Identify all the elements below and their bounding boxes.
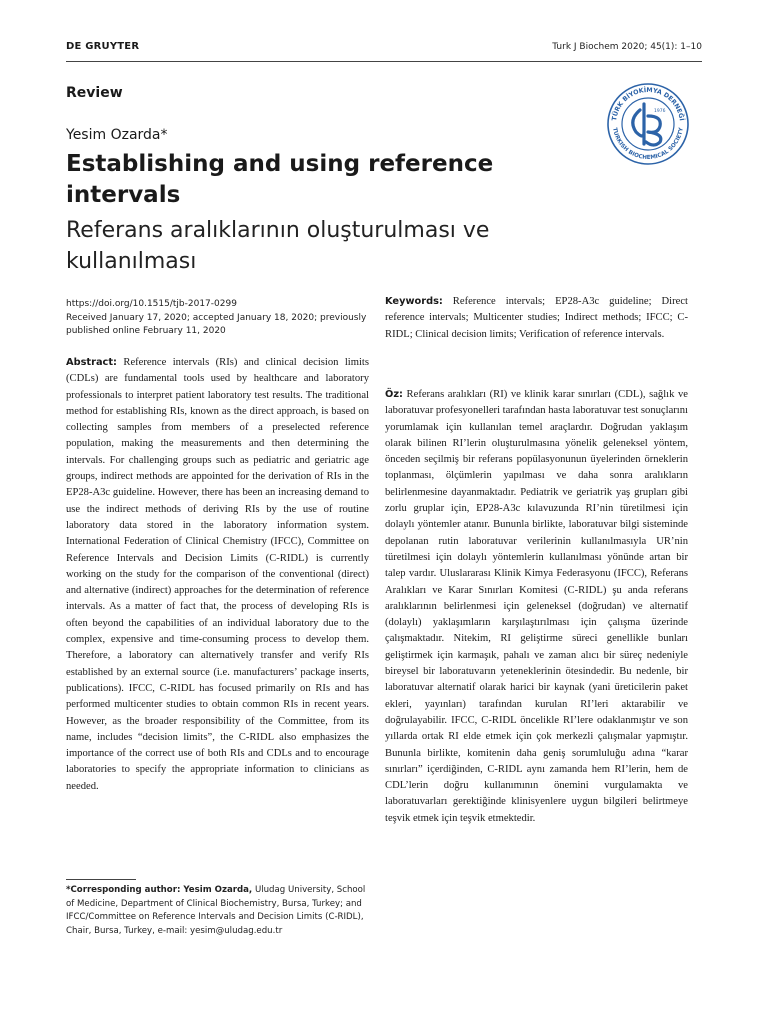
oz-text: Referans aralıkları (RI) ve klinik karar sınırları (CDL), sağlık ve laboratuvar profesyonelleri tarafından hasta laboratuvar test sonuçlarını yorumlamak için kullanılan temel araçlardır. Doğrudan yaklaşım olarak bilinen RI’lerin oluşturulmasına yönelik geleneksel yöntem, önceden seçilmiş bir referans popülasyonunun üyelerinden örneklerin toplanması, ölçümlerin yapılması ve daha sonra aralıkların belirlenmesine dayanmaktadır. Pediatrik ve geriatrik yaş grupları gibi zorlu gruplar için, EP28-A3c kılavuzunda RI’nin türetilmesi için dolaylı yöntemler atanır. Bununla birlikte, laboratuvar bilgi sisteminde depolanan rutin laboratuvar verilerinin kullanılmasıyla UR’nin türetilmesi için dolaylı yöntemlerin kullanılması yönünde artan bir talep vardır. Uluslararası Klinik Kimya Federasyonu (IFCC), Referans Aralıkları ve Karar Sınırları Komitesi (C-RIDL) şu anda referans aralıklarının belirlenmesi için geleneksel (doğrudan) ve alternatif (dolaylı) yaklaşımların karşılaştırılması için çalışma üzerinde çalışmaktadır. Nitekim, RI geliştirme süreci genellikle bunları geliştirmek için karmaşık, pahalı ve zaman alıcı bir süreç nedeniyle bireysel bir laboratuvarın yeteneklerinin ötesindedir. Bu nedenle, bir laboratuvar alternatif olarak harici bir kaynak (yani üreticilerin paket ekleri, yayınları) tarafından kurulan RI’leri aktarabilir ve doğrulayabilir. IFCC, C-RIDL öncelikle RI’lere odaklanmıştır ve son yıllarda ortak RI elde etmek için çok merkezli çalışmalar yapmıştır. Bununla birlikte, komitenin daha geniş sorumluluğu adına “karar sınırları” içerdiğinden, C-RIDL aynı zamanda hem RI’lerin, hem de CDL’lerin doğru kullanımının önemini vurgulamakta ve laboratuvarları gerektiğinde klinisyenlere uygun bilgileri belirtmeye teşvik etmek için teşvik etmektedir.: [385, 389, 688, 824]
logo-ring-bottom-text: TURKISH BIOCHEMICAL SOCIETY: [611, 127, 685, 162]
journal-reference: Turk J Biochem 2020; 45(1): 1–10: [552, 42, 702, 52]
title-english: Establishing and using reference intervals: [66, 151, 494, 208]
footnote-text: Uludag University, School of Medicine, Department of Clinical Biochemistry, Bursa, Turkey; and IFCC/Committee on Reference Intervals and Decision Limits (C-RIDL), Chair, Bursa, Turkey, e-mail: yesim@uludag.edu.tr: [66, 885, 366, 936]
footnote-label: *Corresponding author: Yesim Ozarda,: [66, 885, 253, 895]
article-type: Review: [66, 85, 123, 101]
footnote-divider: [66, 879, 136, 880]
article-meta: [66, 298, 376, 339]
abstract-text: Reference intervals (RIs) and clinical decision limits (CDLs) are fundamental tools used by healthcare and laboratory professionals to interpret patient laboratory test results. The traditional method for establishing RIs, known as the direct approach, is based on collecting samples from members of a preselected reference population, making the measurements and then determining the intervals. For challenging groups such as pediatric and geriatric age groups, indirect methods are appointed for the derivation of RIs in the EP28-A3c guideline. However, there has been an increasing demand to use the indirect methods of deriving RIs by the use of routine laboratory data stored in the laboratory information system. International Federation of Clinical Chemistry (IFCC), Committee on Reference Intervals and Decision Limits (C-RIDL) is currently working on the study for the comparison of the conventional (direct) and alternative (indirect) approaches for the determination of reference intervals. As a matter of fact that, the process of developing RIs is often beyond the capabilities of an individual laboratory due to the complex, expensive and time-consuming process to develop them. Therefore, a laboratory can alternatively transfer and verify RIs established by an external source (i.e. manufacturers’ package inserts, publications). IFCC, C-RIDL has focused primarily on RIs and has performed multicenter studies to obtain common RIs in recent years. However, as the broader responsibility of the Committee, from its name, includes “decision limits”, the C-RIDL also emphasizes the importance of the correct use of both RIs and CDLs and to encourage laboratories to specify the appropriate information to clinicians as needed.: [66, 357, 369, 792]
corresponding-author-footnote: [66, 884, 371, 938]
abstract-label: Abstract:: [66, 357, 117, 368]
header-divider: [66, 61, 702, 62]
publisher-name: DE GRUYTER: [66, 41, 140, 52]
doi-link[interactable]: https://doi.org/10.1515/tjb-2017-0299: [66, 299, 237, 309]
keywords-label: Keywords:: [385, 296, 443, 307]
author-name: Yesim Ozarda*: [66, 127, 168, 143]
keywords-text: Reference intervals; EP28-A3c guideline; Direct reference intervals; Multicenter studies; Indirect methods; IFCC; C-RIDL; Clinical decision limits; Verification of reference intervals.: [385, 296, 688, 340]
abstract-block: [66, 355, 369, 795]
oz-block: [385, 387, 688, 827]
logo-year: 1976: [654, 109, 666, 114]
title-turkish: Referans aralıklarının oluşturulması ve kullanılması: [66, 218, 490, 274]
logo-ring-top-text: TÜRK BİYOKİMYA DERNEĞİ: [611, 86, 685, 122]
keywords-block: [385, 294, 688, 343]
society-logo: [606, 82, 690, 166]
oz-label: Öz:: [385, 389, 403, 400]
article-dates: Received January 17, 2020; accepted January 18, 2020; previously published online February 11, 2020: [66, 312, 367, 337]
